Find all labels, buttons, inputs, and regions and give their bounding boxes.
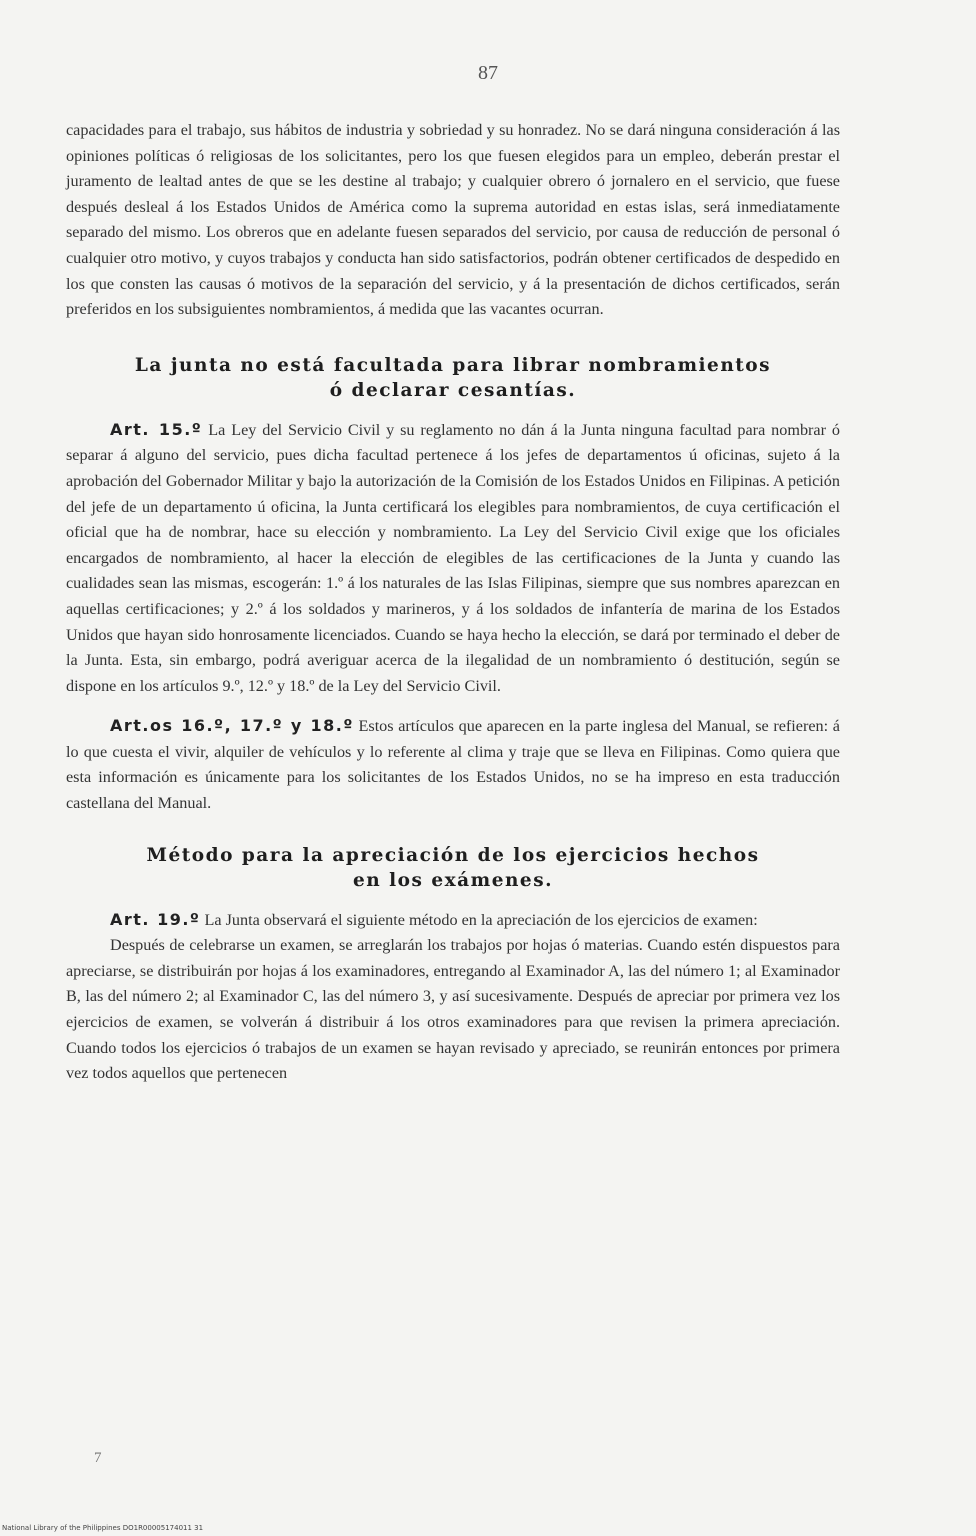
articles-16-18-text: Estos artículos que aparecen en la parte inglesa del Manual, se refieren: á lo que cuesta el vivir, alquiler de vehículos y lo referente al clima y traje que se lleva en Filipinas. Como quiera que esta información es únicamente para los solicitantes de los Estados Unidos, no se ha impreso en esta traducción castellana del Manual. — [66, 717, 840, 813]
heading-line-1: Método para la apreciación de los ejercicios hechos — [146, 844, 760, 866]
page-body — [66, 118, 840, 1087]
heading-line-1: La junta no está facultada para librar nombramientos — [134, 354, 772, 376]
scan-credit: National Library of the Philippines DO1R00005174011 31 — [2, 1524, 204, 1532]
article-19-paragraph-2: Después de celebrarse un examen, se arreglarán los trabajos por hojas ó materias. Cuando estén dispuestos para apreciarse, se distribuirán por hojas á los examinadores, entregando al Examinador A, las del número 1; al Examinador B, las del número 2; al Examinador C, las del número 3, y así sucesivamente. Después de apreciar por primera vez los ejercicios de examen, se volverán á distribuir á los otros examinadores para que revisen la primera apreciación. Cuando todos los ejercicios ó trabajos de un examen se hayan revisado y apreciado, se reunirán entonces por primera vez todos aquellos que pertenecen — [66, 936, 840, 1083]
article-15 — [66, 417, 840, 700]
article-19-text: La Junta observará el siguiente método en la apreciación de los ejercicios de examen: — [204, 910, 758, 929]
article-15-label: Art. 15.º — [110, 419, 203, 439]
section-heading-junta — [66, 353, 840, 403]
article-15-text: La Ley del Servicio Civil y su reglamento no dán á la Junta ninguna facultad para nombrar ó separar á alguno del servicio, pues dicha facultad pertenece á los jefes de departamentos ú oficinas, sujeto á la aprobación del Gobernador Militar y bajo la autorización de la Comisión de los Estados Unidos en Filipinas. A petición del jefe de un departamento ú oficina, la Junta certificará los elegibles para nombramientos, de cuya certificación el oficial que ha de nombrar, hace su elección y nombramiento. La Ley del Servicio Civil exige que los oficiales encargados de nombramiento, al hacer la elección de elegibles de las certificaciones de la Junta y cuando las cualidades sean las mismas, escogerán: 1.º á los naturales de las Islas Filipinas, siempre que sus nombres aparezcan en aquellas certificaciones; y 2.º á los soldados y marineros, y á los soldados de infantería de marina de los Estados Unidos que hayan sido honrosamente licenciados. Cuando se haya hecho la elección, se dará por terminado el deber de la Junta. Esta, sin embargo, podrá averiguar acerca de la ilegalidad de un nombramiento ó destitución, según se dispone en los artículos 9.º, 12.º y 18.º de la Ley del Servicio Civil. — [66, 420, 841, 695]
article-19 — [66, 907, 840, 934]
article-19-label: Art. 19.º — [110, 909, 201, 929]
articles-16-18-label: Art.os 16.º, 17.º y 18.º — [110, 716, 354, 736]
signature-mark: 7 — [94, 1450, 102, 1466]
page-number: 87 — [478, 62, 498, 84]
heading-line-2: en los exámenes. — [352, 869, 554, 891]
heading-line-2: ó declarar cesantías. — [329, 379, 577, 401]
articles-16-18 — [66, 713, 840, 816]
paragraph-continuation: capacidades para el trabajo, sus hábitos de industria y sobriedad y su honradez. No se dará ninguna consideración á las opiniones políticas ó religiosas de los solicitantes, pero los que fuesen elegidos para un empleo, deberán prestar el juramento de lealtad antes de que se les destine al trabajo; y cualquier obrero ó jornalero en el servicio, que fuese después desleal á los Estados Unidos de América como la suprema autoridad en estas islas, será inmediatamente separado del mismo. Los obreros que en adelante fuesen separados del servicio, por causa de reducción de personal ó cualquier otro motivo, y cuyos trabajos y conducta han sido satisfactorios, podrán obtener certificados de despedido en los que consten las causas ó motivos de la separación del servicio, y á la presentación de dichos certificados, serán preferidos en los subsiguientes nombramientos, á medida que las vacantes ocurran. — [66, 121, 840, 319]
section-heading-metodo — [66, 843, 840, 893]
